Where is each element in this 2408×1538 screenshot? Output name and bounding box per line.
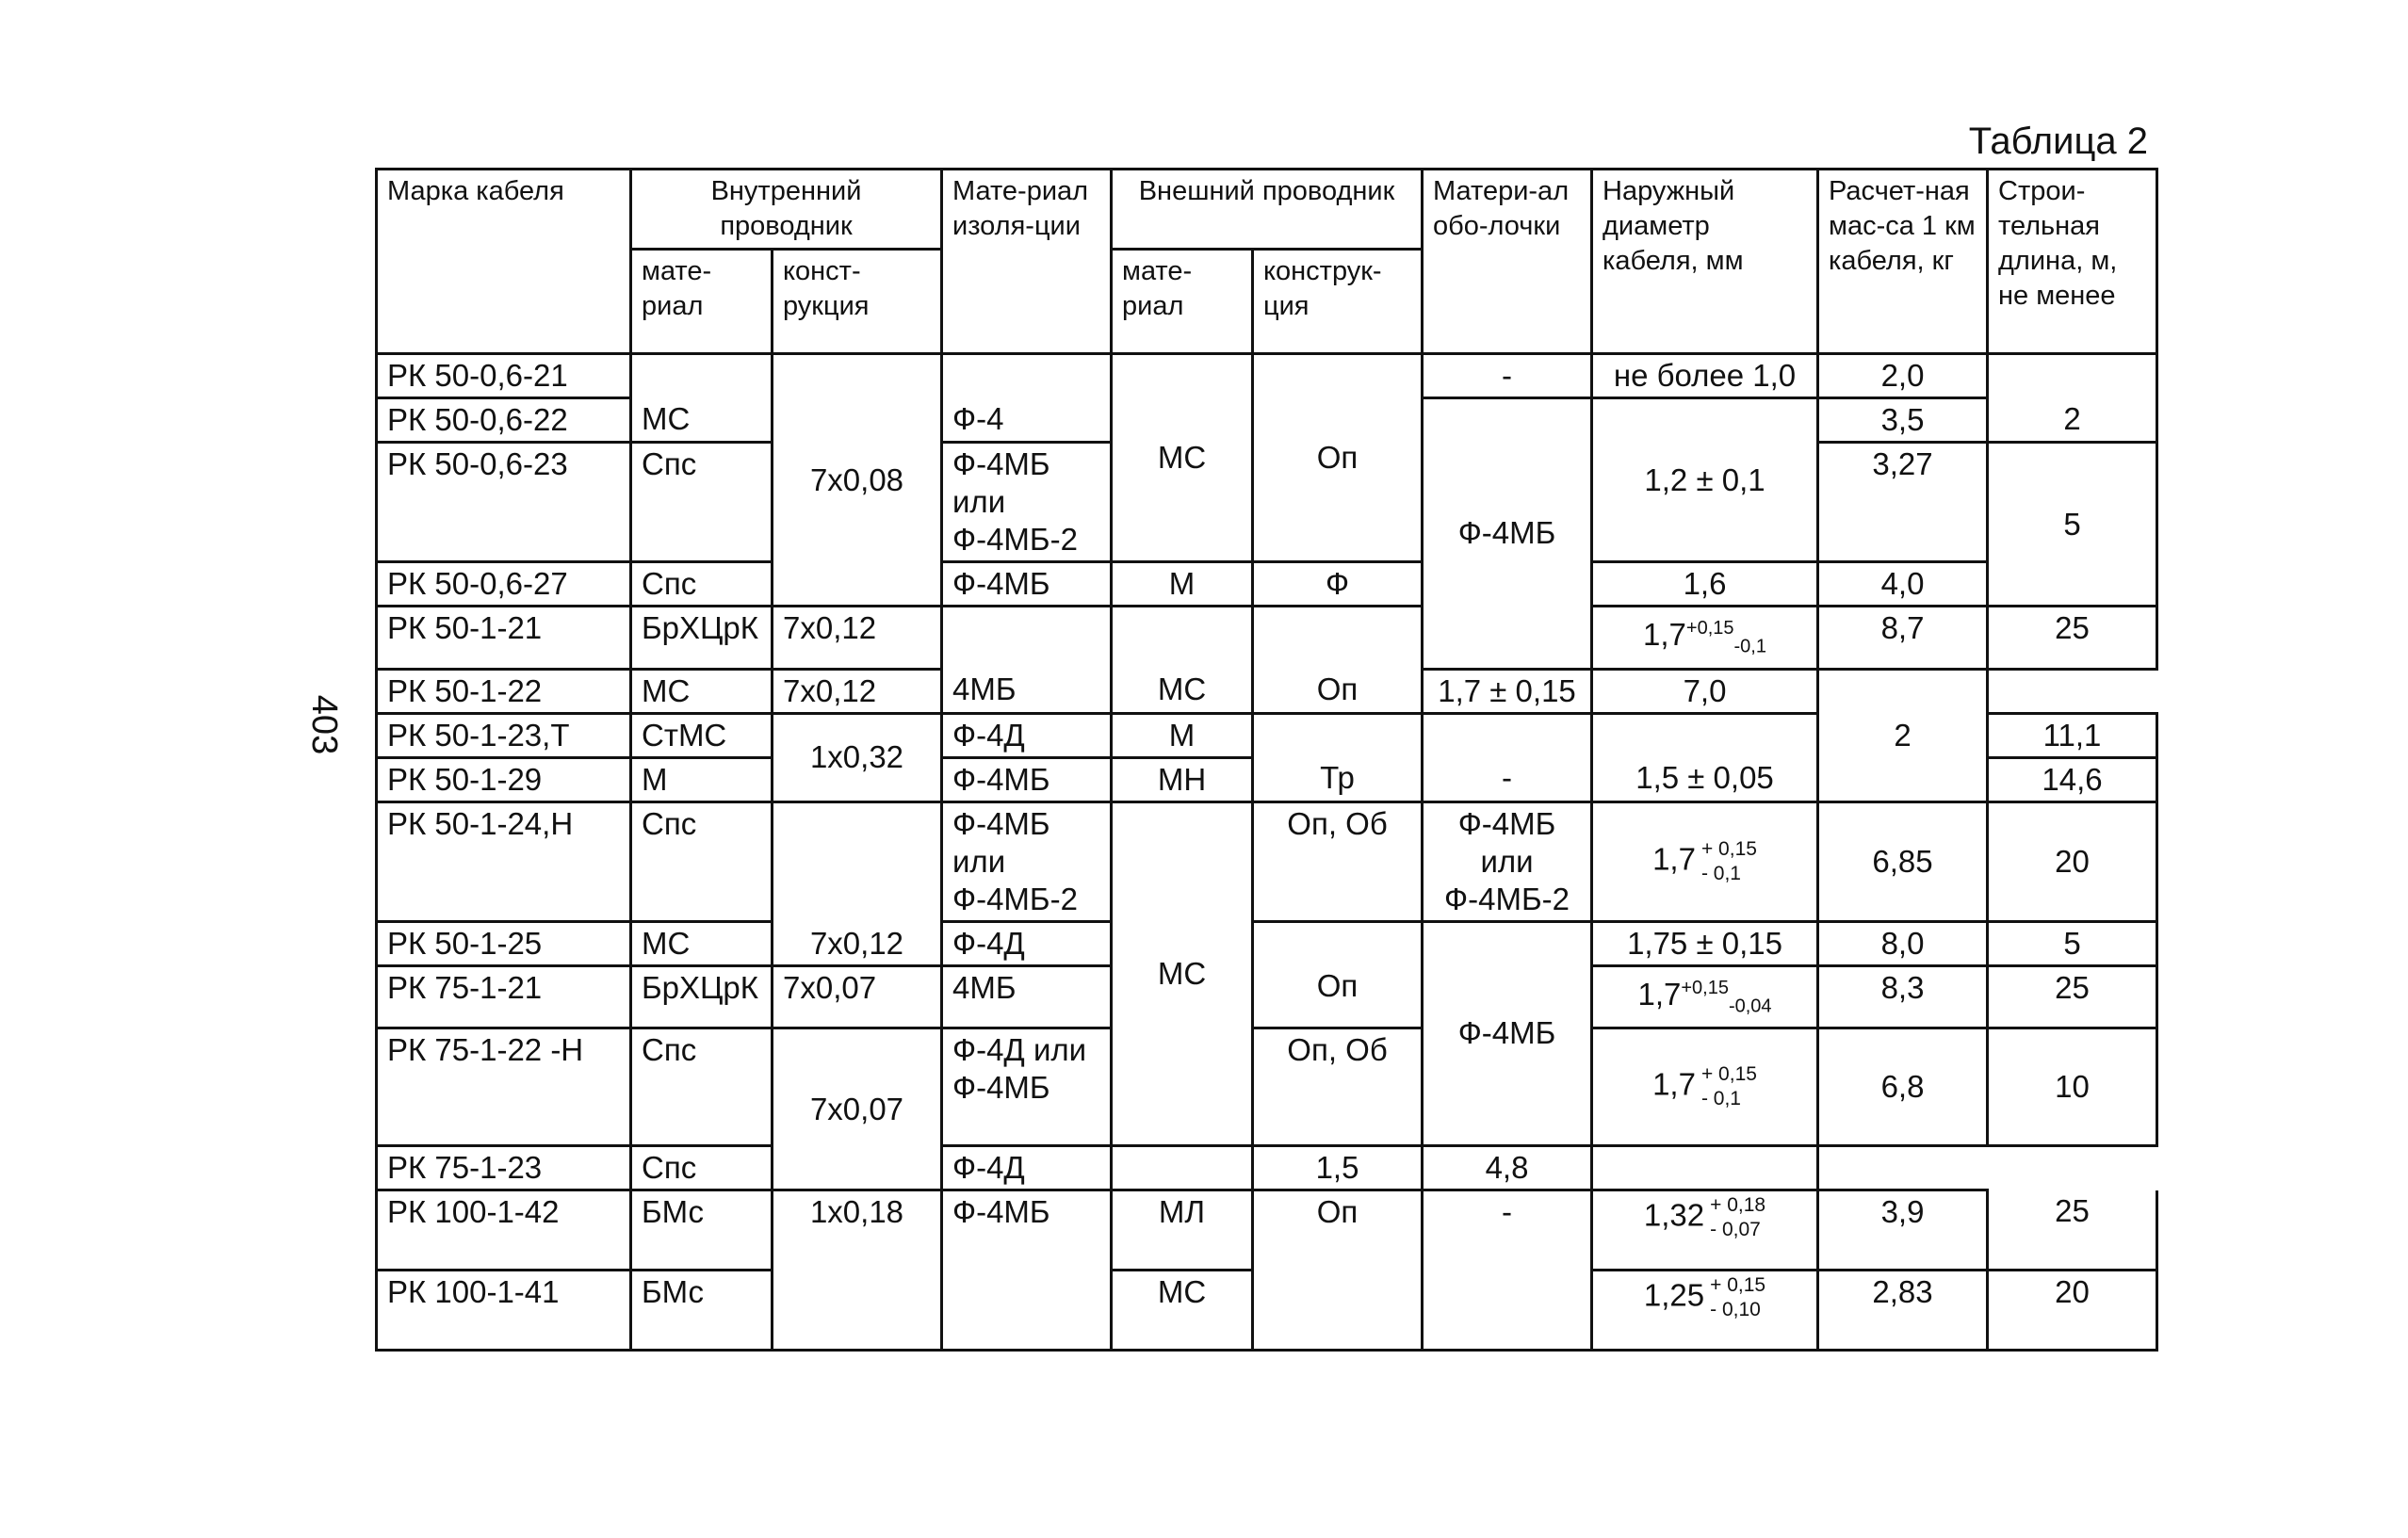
- cell-insulation: Ф-4МБ или Ф-4МБ-2: [942, 801, 1112, 921]
- cell-diameter: [1592, 1271, 1818, 1351]
- cell-length: 2: [1988, 398, 2157, 443]
- cell-mass: 6,8: [1818, 1028, 1988, 1146]
- tolerance-lower: -0,04: [1728, 996, 1772, 1017]
- cell-insulation: Ф-4МБ: [942, 562, 1112, 607]
- tolerance-upper: + 0,15: [1710, 1274, 1766, 1297]
- cell-sheath: -: [1423, 354, 1592, 398]
- cell-brand: РК 50-1-21: [377, 607, 631, 670]
- cell-length: 2: [1818, 669, 1988, 801]
- table-row: [377, 965, 2157, 1028]
- cell-sheath: -: [1423, 1190, 1592, 1271]
- cell-inner-material: МС: [631, 398, 773, 443]
- cell-diameter: [1592, 965, 1818, 1028]
- cell-diameter: [1592, 1028, 1818, 1146]
- cell-insulation: [942, 607, 1112, 670]
- cell-brand: РК 50-1-29: [377, 757, 631, 801]
- cell-length: [1592, 1146, 1818, 1190]
- cell-outer-construction: Оп: [1253, 1190, 1423, 1271]
- cell-diameter: 1,75 ± 0,15: [1592, 921, 1818, 965]
- cell-mass: 7,0: [1592, 669, 1818, 713]
- cell-inner-construction: 1х0,18: [773, 1190, 942, 1271]
- tolerance-lower: - 0,10: [1710, 1299, 1761, 1321]
- cell-length: 20: [1988, 1271, 2157, 1351]
- cell-mass: 8,7: [1818, 607, 1988, 670]
- tolerance-upper: + 0,18: [1710, 1194, 1766, 1217]
- header-row: [377, 170, 2157, 250]
- cell-mass: 8,0: [1818, 921, 1988, 965]
- cell-brand: РК 50-1-23,Т: [377, 713, 631, 757]
- cell-insulation: [942, 354, 1112, 398]
- cell-outer-construction: [1253, 921, 1423, 965]
- tolerance-upper: + 0,15: [1700, 1063, 1757, 1086]
- cell-diameter: 1,7 ± 0,15: [1423, 669, 1592, 713]
- cell-diameter: 1,5 ± 0,05: [1592, 757, 1818, 801]
- cell-outer-material: МН: [1112, 757, 1253, 801]
- diameter-value: 1,7: [1643, 617, 1686, 652]
- cell-insulation: Ф-4Д или Ф-4МБ: [942, 1028, 1112, 1146]
- cell-brand: РК 50-1-22: [377, 669, 631, 713]
- table-row: [377, 1028, 2157, 1146]
- cell-brand: РК 100-1-42: [377, 1190, 631, 1271]
- cell-brand: РК 100-1-41: [377, 1271, 631, 1351]
- cell-inner-material: БМс: [631, 1190, 773, 1271]
- cell-outer-material: М: [1112, 562, 1253, 607]
- cell-diameter: 1,6: [1592, 562, 1818, 607]
- cell-sheath: Ф-4МБ: [1423, 921, 1592, 1146]
- header-inner-conductor: Внутренний проводник: [631, 170, 942, 250]
- cell-length: 20: [1988, 801, 2157, 921]
- cell-brand: РК 75-1-22 -Н: [377, 1028, 631, 1146]
- cell-mass: 3,27: [1818, 443, 1988, 562]
- cell-outer-construction: [1253, 1271, 1423, 1351]
- cell-sheath: -: [1423, 757, 1592, 801]
- cell-inner-material: МС: [631, 669, 773, 713]
- cell-brand: РК 50-1-24,Н: [377, 801, 631, 921]
- tolerance: [1710, 1273, 1765, 1322]
- cell-insulation: 4МБ: [942, 965, 1112, 1028]
- cell-length: 25: [1988, 607, 2157, 670]
- cell-length: 25: [1988, 965, 2157, 1028]
- header-insulation: Мате-риал изоля-ции: [942, 170, 1112, 354]
- cell-sheath: Ф-4МБ: [1423, 398, 1592, 670]
- cell-insulation: 4МБ: [942, 669, 1112, 713]
- table-row: [377, 1271, 2157, 1351]
- cell-insulation: Ф-4Д: [942, 1146, 1112, 1190]
- diameter-value: 1,25: [1643, 1277, 1705, 1313]
- cell-mass: 11,1: [1988, 713, 2157, 757]
- table-row: [377, 801, 2157, 921]
- cell-brand: РК 50-0,6-27: [377, 562, 631, 607]
- cell-brand: РК 50-0,6-23: [377, 443, 631, 562]
- cell-insulation: Ф-4МБ: [942, 757, 1112, 801]
- cell-mass: 4,8: [1423, 1146, 1592, 1190]
- cell-length: 5: [1988, 443, 2157, 607]
- cell-brand: РК 75-1-23: [377, 1146, 631, 1190]
- cell-inner-material: М: [631, 757, 773, 801]
- tolerance-lower: - 0,1: [1700, 1088, 1741, 1110]
- diameter-value: 1,7: [1652, 841, 1696, 877]
- tolerance: [1701, 837, 1757, 886]
- table-row: [377, 607, 2157, 670]
- cell-mass: 3,5: [1818, 398, 1988, 443]
- cell-sheath: Ф-4МБ или Ф-4МБ-2: [1423, 801, 1592, 921]
- cell-mass: 2,83: [1818, 1271, 1988, 1351]
- cell-inner-construction: 7х0,08: [773, 354, 942, 607]
- cell-outer-construction: Ф: [1253, 562, 1423, 607]
- header-inner-construction: конст-рукция: [773, 250, 942, 354]
- cell-outer-construction: Оп: [1253, 354, 1423, 562]
- tolerance-lower: - 0,07: [1710, 1219, 1761, 1241]
- cell-diameter: [1592, 607, 1818, 670]
- cell-inner-construction: 7х0,12: [773, 669, 942, 713]
- cell-outer-material: МС: [1112, 354, 1253, 562]
- cell-mass: 8,3: [1818, 965, 1988, 1028]
- cell-brand: РК 50-1-25: [377, 921, 631, 965]
- cell-brand: РК 50-0,6-22: [377, 398, 631, 443]
- header-brand: Марка кабеля: [377, 170, 631, 354]
- cell-inner-construction: 7х0,07: [773, 965, 942, 1028]
- page-number: 403: [304, 694, 345, 755]
- cell-outer-material: МС: [1112, 669, 1253, 713]
- cell-inner-construction: 7х0,07: [773, 1028, 942, 1190]
- tolerance-lower: -0,1: [1733, 636, 1766, 657]
- cell-diameter: не более 1,0: [1592, 354, 1818, 398]
- cell-insulation: Ф-4МБ: [942, 1190, 1112, 1271]
- table-row: [377, 1146, 2157, 1190]
- cell-outer-material: М: [1112, 713, 1253, 757]
- header-outer-construction: конструк-ция: [1253, 250, 1423, 354]
- cell-inner-material: Спс: [631, 1146, 773, 1190]
- header-diameter: Наружный диаметр кабеля, мм: [1592, 170, 1818, 354]
- cell-inner-construction: [773, 1271, 942, 1351]
- cell-outer-construction: [1253, 713, 1423, 757]
- cell-outer-construction: [1112, 1146, 1253, 1190]
- tolerance-upper: + 0,15: [1700, 837, 1757, 860]
- cell-diameter: 1,5: [1253, 1146, 1423, 1190]
- cell-outer-construction: Оп: [1253, 669, 1423, 713]
- cell-inner-material: БМс: [631, 1271, 773, 1351]
- cell-brand: РК 50-0,6-21: [377, 354, 631, 398]
- diameter-value: 1,32: [1643, 1197, 1705, 1233]
- cell-brand: РК 75-1-21: [377, 965, 631, 1028]
- cell-diameter: [1592, 713, 1818, 757]
- cable-table: [375, 168, 2158, 1352]
- cell-outer-construction: Оп, Об: [1253, 801, 1423, 921]
- cell-mass: 6,85: [1818, 801, 1988, 921]
- table-row: [377, 669, 2157, 713]
- cell-sheath: [1423, 713, 1592, 757]
- table-caption: Таблица 2: [1968, 121, 2148, 162]
- header-outer-conductor: Внешний проводник: [1112, 170, 1423, 250]
- cell-outer-construction: Тр: [1253, 757, 1423, 801]
- cell-inner-material: МС: [631, 921, 773, 965]
- cell-inner-construction: 1х0,32: [773, 713, 942, 801]
- table-row: [377, 1190, 2157, 1271]
- cell-length: 25: [1988, 1190, 2157, 1271]
- cell-inner-material: [631, 354, 773, 398]
- cell-diameter: 1,2 ± 0,1: [1592, 398, 1818, 562]
- header-sheath: Матери-ал обо-лочки: [1423, 170, 1592, 354]
- cell-outer-construction: Оп: [1253, 965, 1423, 1028]
- tolerance-lower: - 0,1: [1700, 862, 1741, 884]
- cell-inner-material: Спс: [631, 1028, 773, 1146]
- cell-insulation: Ф-4МБ или Ф-4МБ-2: [942, 443, 1112, 562]
- cell-inner-material: БрХЦрК: [631, 965, 773, 1028]
- cell-outer-material: МС: [1112, 1271, 1253, 1351]
- tolerance: [1710, 1193, 1765, 1242]
- table-row: [377, 354, 2157, 398]
- cell-inner-construction: 7х0,12: [773, 607, 942, 670]
- header-outer-material: мате-риал: [1112, 250, 1253, 354]
- cell-length: [1988, 354, 2157, 398]
- cell-inner-construction: 7х0,12: [773, 801, 942, 965]
- cell-sheath: [1423, 1271, 1592, 1351]
- cell-mass: 2,0: [1818, 354, 1988, 398]
- tolerance-upper: +0,15: [1685, 618, 1734, 639]
- cell-inner-material: Спс: [631, 443, 773, 562]
- cell-outer-material: МЛ: [1112, 1190, 1253, 1271]
- tolerance: [1701, 1062, 1757, 1111]
- diameter-value: 1,7: [1637, 976, 1682, 1012]
- cell-inner-material: Спс: [631, 562, 773, 607]
- cell-inner-material: БрХЦрК: [631, 607, 773, 670]
- cell-insulation: Ф-4Д: [942, 713, 1112, 757]
- tolerance-upper: +0,15: [1681, 977, 1729, 998]
- cell-insulation: Ф-4Д: [942, 921, 1112, 965]
- cell-outer-material: [1112, 607, 1253, 670]
- table-row: [377, 921, 2157, 965]
- cell-length: 10: [1988, 1028, 2157, 1146]
- cell-outer-construction: Оп, Об: [1253, 1028, 1423, 1146]
- cell-length: 5: [1988, 921, 2157, 965]
- cell-outer-construction: [1253, 607, 1423, 670]
- cell-insulation: [942, 1271, 1112, 1351]
- header-mass: Расчет-ная мас-са 1 км кабеля, кг: [1818, 170, 1988, 354]
- table-row: [377, 562, 2157, 607]
- diameter-value: 1,7: [1652, 1066, 1696, 1102]
- cell-diameter: [1592, 1190, 1818, 1271]
- header-length: Строи-тельная длина, м, не менее: [1988, 170, 2157, 354]
- cell-mass: 4,0: [1818, 562, 1988, 607]
- cell-inner-material: СтМС: [631, 713, 773, 757]
- header-inner-material: мате-риал: [631, 250, 773, 354]
- cell-mass: 14,6: [1988, 757, 2157, 801]
- cell-inner-material: Спс: [631, 801, 773, 921]
- cell-diameter: [1592, 801, 1818, 921]
- cell-mass: 3,9: [1818, 1190, 1988, 1271]
- cell-insulation: Ф-4: [942, 398, 1112, 443]
- cell-outer-material: МС: [1112, 801, 1253, 1146]
